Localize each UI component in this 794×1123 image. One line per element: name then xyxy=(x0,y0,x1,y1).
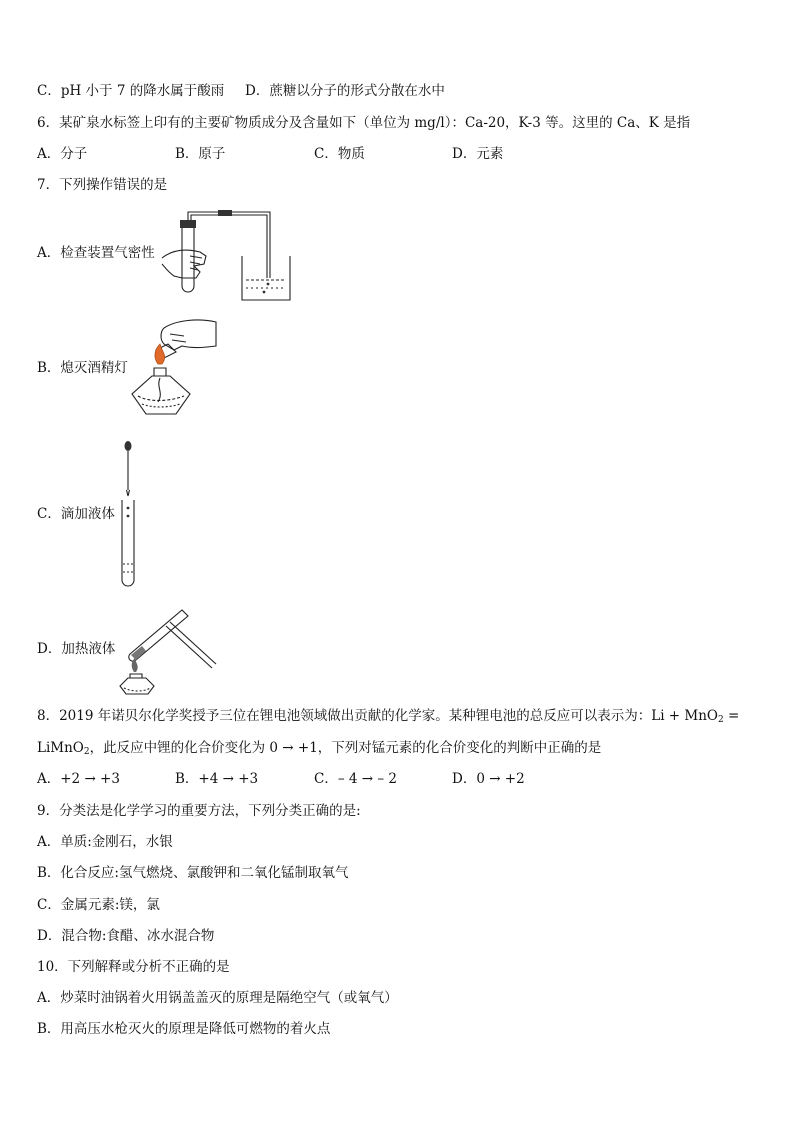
q7-option-b: B．熄灭酒精灯 xyxy=(37,360,128,376)
dropper-figure xyxy=(116,440,140,588)
q8-product-formula: LiMnO xyxy=(37,740,84,756)
q6-option-d: D．元素 xyxy=(452,146,504,162)
alcohol-lamp-figure xyxy=(128,318,218,418)
q7-option-c: C．滴加液体 xyxy=(37,506,115,522)
q10-option-b: B．用高压水枪灭火的原理是降低可燃物的着火点 xyxy=(37,1021,331,1037)
q9-option-c: C．金属元素:镁，氯 xyxy=(37,897,160,913)
q5-option-c: C．pH 小于 7 的降水属于酸雨 xyxy=(37,83,225,99)
q9-stem: 9．分类法是化学学习的重要方法，下列分类正确的是: xyxy=(37,803,361,819)
q8-option-c: C．– 4 → – 2 xyxy=(314,771,397,787)
q6-options-row xyxy=(37,145,737,163)
q8-stem-line-1 xyxy=(37,707,739,729)
q6-stem: 6．某矿泉水标签上印有的主要矿物质成分及含量如下（单位为 mg/l）：Ca-20，K-3 等。这里的 Ca、K 是指 xyxy=(37,115,691,131)
q10-stem: 10．下列解释或分析不正确的是 xyxy=(37,959,230,975)
q8-equals-sign: = xyxy=(723,708,740,724)
q5-options-row xyxy=(37,82,737,100)
q9-option-a: A．单质:金刚石，水银 xyxy=(37,834,173,850)
q10-option-a: A．炒菜时油锅着火用锅盖盖灭的原理是隔绝空气（或氧气） xyxy=(37,990,398,1006)
q8-stem-line-1-text: 8．2019 年诺贝尔化学奖授予三位在锂电池领域做出贡献的化学家。某种锂电池的总反应可以表示为：Li + MnO xyxy=(37,708,718,724)
q8-subscript-2: 2 xyxy=(83,747,90,757)
q9-option-b: B．化合反应:氢气燃烧、氯酸钾和二氧化锰制取氧气 xyxy=(37,865,349,881)
heating-liquid-figure xyxy=(116,606,218,696)
q8-options-row xyxy=(37,770,737,788)
q8-stem-line-2-text: ，此反应中锂的化合价变化为 0 → +1，下列对锰元素的化合价变化的判断中正确的是 xyxy=(89,740,602,756)
q8-stem-line-2 xyxy=(37,739,601,761)
q8-subscript-1: 2 xyxy=(718,715,724,725)
q7-option-d: D．加热液体 xyxy=(37,641,116,657)
q8-option-a: A．+2 → +3 xyxy=(37,771,120,787)
q6-option-b: B．原子 xyxy=(175,146,226,162)
airtightness-check-figure xyxy=(160,208,295,304)
q5-option-d: D．蔗糖以分子的形式分散在水中 xyxy=(245,83,445,99)
q8-option-d: D．0 → +2 xyxy=(452,771,525,787)
q7-option-a: A．检查装置气密性 xyxy=(37,245,155,261)
q8-option-b: B．+4 → +3 xyxy=(175,771,259,787)
q9-option-d: D．混合物:食醋、冰水混合物 xyxy=(37,928,215,944)
q6-option-c: C．物质 xyxy=(314,146,365,162)
q6-option-a: A．分子 xyxy=(37,146,88,162)
q7-stem: 7．下列操作错误的是 xyxy=(37,177,168,193)
